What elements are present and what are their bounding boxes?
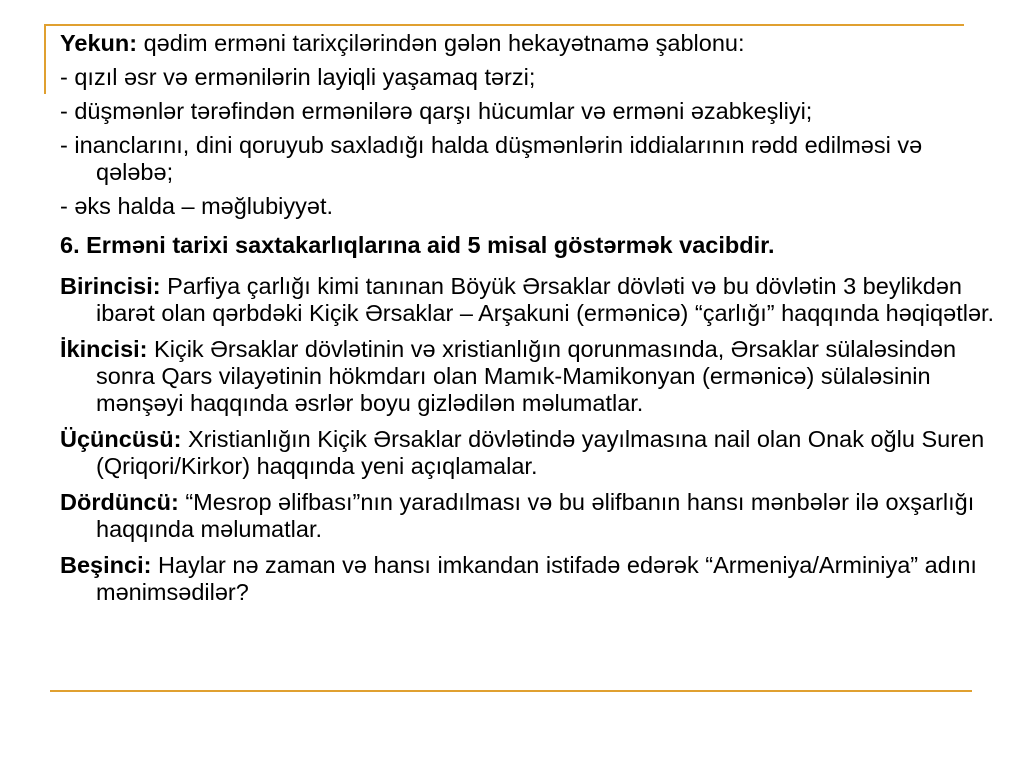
- bullet-item: - düşmənlər tərəfindən ermənilərə qarşı hücumlar və erməni əzabkeşliyi;: [60, 98, 813, 124]
- example-label: Dördüncü:: [60, 489, 179, 515]
- bullet-item: - əks halda – məğlubiyyət.: [60, 193, 334, 219]
- example-text: Kiçik Ərsaklar dövlətinin və xristianlığın qorunmasında, Ərsaklar sülaləsindən sonra Qars vilayətinin hökmdarı olan Mamık-Mamikonyan (ermənicə) sülaləsinin mənşəyi haqqında əsrlər boyu gizlədilən məlumatlar.: [96, 336, 957, 416]
- conclusion-text: qədim erməni tarixçilərindən gələn hekayətnamə şablonu:: [137, 30, 745, 56]
- example-label: İkincisi:: [60, 336, 148, 362]
- example-third: [60, 426, 1005, 480]
- bottom-accent-rule: [50, 690, 972, 692]
- example-text: Haylar nə zaman və hansı imkandan istifadə edərək “Armeniya/Arminiya” adını mənimsədilər?: [96, 552, 977, 605]
- bullet-item: - qızıl əsr və ermənilərin layiqli yaşamaq tərzi;: [60, 64, 536, 90]
- example-label: Üçüncüsü:: [60, 426, 182, 452]
- example-text: Xristianlığın Kiçik Ərsaklar dövlətində yayılmasına nail olan Onak oğlu Suren (Qriqori/Kirkor) haqqında yeni açıqlamalar.: [96, 426, 985, 479]
- conclusion-label: Yekun:: [60, 30, 138, 56]
- example-label: Beşinci:: [60, 552, 152, 578]
- example-second: [60, 336, 1005, 417]
- left-accent-rule: [44, 24, 46, 94]
- example-fourth: [60, 489, 1005, 543]
- bullet-item: - inanclarını, dini qoruyub saxladığı halda düşmənlərin iddialarının rədd edilməsi və qələbə;: [60, 132, 923, 185]
- slide-body: [60, 30, 1005, 615]
- section-heading: 6. Erməni tarixi saxtakarlıqlarına aid 5 misal göstərmək vacibdir.: [60, 232, 775, 258]
- conclusion-paragraph: [60, 30, 1005, 57]
- top-accent-rule: [44, 24, 964, 26]
- example-text: “Mesrop əlifbası”nın yaradılması və bu əlifbanın hansı mənbələr ilə oxşarlığı haqqında məlumatlar.: [96, 489, 975, 542]
- example-first: [60, 273, 1005, 327]
- example-fifth: [60, 552, 1005, 606]
- example-text: Parfiya çarlığı kimi tanınan Böyük Ərsaklar dövləti və bu dövlətin 3 beylikdən ibarət olan qərbdəki Kiçik Ərsaklar – Arşakuni (ermənicə) “çarlığı” haqqında həqiqətlər.: [96, 273, 995, 326]
- example-label: Birincisi:: [60, 273, 161, 299]
